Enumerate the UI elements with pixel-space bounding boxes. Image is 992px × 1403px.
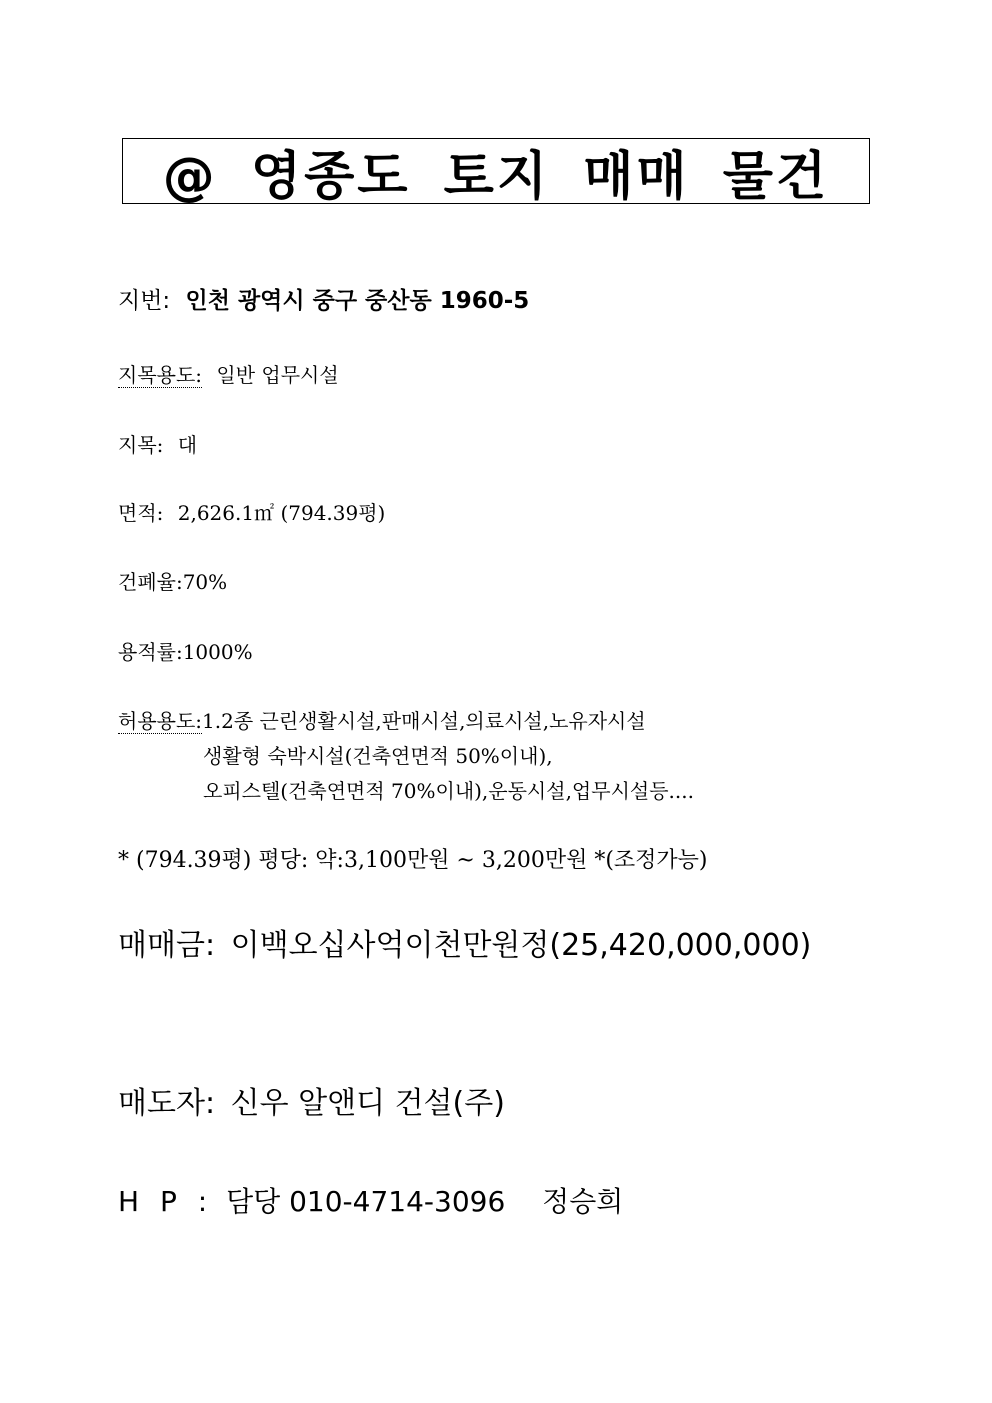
sale-price-row [118,920,811,964]
sale-price-label: 매매금: [118,928,216,963]
area-label: 면적: [118,501,164,525]
land-use-value: 일반 업무시설 [216,363,339,387]
price-per-pyeong: * (794.39평) 평당: 약:3,100만원 ~ 3,200만원 *(조정가능) [118,848,708,873]
permitted-use-line2: 생활형 숙박시설(건축연면적 50%이내), [203,744,553,768]
permitted-use-line1: 1.2종 근린생활시설,판매시설,의료시설,노유자시설 [202,709,646,733]
sale-price-value: 이백오십사억이천만원정(25,420,000,000) [230,928,812,963]
contact-value: 담당 010-4714-3096 [226,1185,506,1218]
contact-name: 정승희 [542,1185,624,1218]
coverage-ratio-value: 70% [182,570,228,594]
lot-value: 인천 광역시 중구 중산동 1960-5 [185,288,530,314]
permitted-use-line3: 오피스텔(건축연면적 70%이내),운동시설,업무시설등.... [203,779,694,803]
seller-row [118,1078,505,1122]
coverage-ratio-row [118,566,227,595]
contact-row [118,1180,623,1220]
floor-area-ratio-label: 용적률: [118,640,183,664]
floor-area-ratio-row [118,636,253,665]
title-box [122,138,870,207]
land-category-value: 대 [177,433,198,457]
permitted-use-row [118,705,646,734]
page-title: @ 영종도 토지 매매 물건 [162,146,830,207]
floor-area-ratio-value: 1000% [182,640,253,664]
lot-label: 지번: [118,288,171,314]
land-category-label: 지목: [118,433,164,457]
land-use-label: 지목용도: [118,363,203,387]
land-category-row [118,429,197,458]
permitted-use-line2-row [203,740,553,769]
contact-label: H P : [118,1185,214,1218]
permitted-use-line3-row [203,775,694,804]
lot-row [118,282,529,315]
coverage-ratio-label: 건폐율: [118,570,183,594]
area-value: 2,626.1㎡ (794.39평) [177,501,386,525]
seller-label: 매도자: [118,1086,216,1121]
land-use-row [118,359,339,388]
area-row [118,497,385,526]
permitted-use-label: 허용용도: [118,709,203,733]
seller-value: 신우 알앤디 건설(주) [230,1086,505,1121]
price-per-pyeong-row [118,843,708,874]
